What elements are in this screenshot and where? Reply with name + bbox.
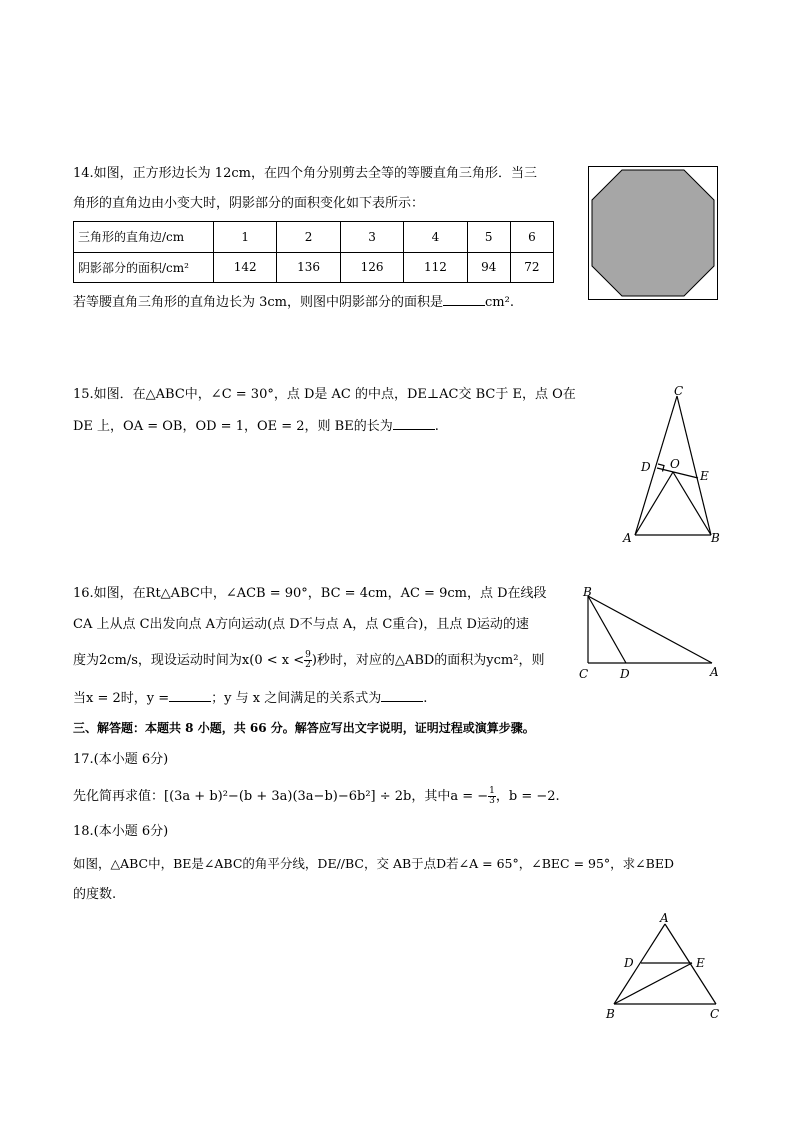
label-e: E xyxy=(696,956,705,970)
side-ab xyxy=(614,924,665,1004)
label-a: A xyxy=(660,911,669,925)
table-cell: 136 xyxy=(277,252,340,283)
q16-line1: 16.如图，在Rt△ABC中，∠ACB = 90°，BC = 4cm，AC = 9cm，点 D在线段 xyxy=(73,586,547,601)
q14-line3-unit: cm². xyxy=(485,295,514,310)
q15-period: . xyxy=(434,419,439,434)
q15-line2-text: DE 上，OA = OB，OD = 1，OE = 2，则 BE的长为 xyxy=(73,419,393,434)
section-heading: 三、解答题：本题共 8 小题，共 66 分。解答应写出文字说明，证明过程或演算步骤。 xyxy=(73,721,535,735)
q17-text-rest: ，b = −2. xyxy=(495,789,560,804)
label-d: D xyxy=(620,667,630,681)
q15-line1: 15.如图．在△ABC中，∠C = 30°，点 D是 AC 的中点，DE⊥AC交 BC于 E，点 O在 xyxy=(73,387,576,402)
table-cell: 126 xyxy=(340,252,403,283)
label-b: B xyxy=(606,1007,615,1021)
fraction-numerator: 1 xyxy=(489,786,495,796)
fraction-numerator: 9 xyxy=(305,650,311,660)
label-d: D xyxy=(624,956,634,970)
table-cell: 4 xyxy=(404,222,467,253)
label-c: C xyxy=(579,667,589,681)
q16-line3 xyxy=(73,651,544,670)
q17-expression xyxy=(73,787,560,806)
q16-line3-rest: )秒时，对应的△ABD的面积为ycm²，则 xyxy=(311,653,545,668)
label-b: B xyxy=(583,585,592,599)
q16-line2: CA 上从点 C出发向点 A方向运动(点 D不与点 A，点 C重合)，且点 D运动的速 xyxy=(73,617,529,632)
q16-line4-rest: ；y 与 x 之间满足的关系式为 xyxy=(211,691,382,706)
q16-period: . xyxy=(423,691,428,706)
q16-line4 xyxy=(73,689,427,707)
table-cell: 2 xyxy=(277,222,340,253)
table-cell: 94 xyxy=(467,252,510,283)
fraction-denominator: 2 xyxy=(305,660,311,670)
table-cell: 5 xyxy=(467,222,510,253)
label-d: D xyxy=(641,460,651,474)
q14-table xyxy=(73,221,554,283)
q15-line2 xyxy=(73,417,439,435)
table-cell: 1 xyxy=(214,222,277,253)
q17-text: 先化简再求值：[(3a + b)²−(b + 3a)(3a−b)−6b²] ÷ 2b，其中a = − xyxy=(73,789,489,804)
q14-line1: 14.如图，正方形边长为 12cm，在四个角分别剪去全等的等腰直角三角形．当三 xyxy=(73,166,537,181)
q18-title: 18.(本小题 6分) xyxy=(73,824,169,839)
q16-line3-text: 度为2cm/s，现设运动时间为x(0 < x < xyxy=(73,653,305,668)
q18-triangle-figure xyxy=(600,910,730,1022)
q18-line1: 如图，△ABC中，BE是∠ABC的角平分线，DE//BC，交 AB于点D若∠A = 65°，∠BEC = 95°，求∠BED xyxy=(73,856,674,871)
table-row xyxy=(74,252,554,283)
table-cell: 72 xyxy=(510,252,553,283)
answer-blank xyxy=(393,417,435,430)
fraction xyxy=(488,787,496,806)
label-a: A xyxy=(623,531,632,545)
table-row xyxy=(74,222,554,253)
label-b: B xyxy=(711,531,720,545)
q17-title: 17.(本小题 6分) xyxy=(73,752,169,767)
q14-line3 xyxy=(73,293,514,311)
table-header-cell: 阴影部分的面积/cm² xyxy=(74,252,214,283)
q16-line4-text: 当x = 2时，y = xyxy=(73,691,170,706)
label-c: C xyxy=(710,1007,720,1021)
answer-blank xyxy=(443,293,485,306)
label-o: O xyxy=(670,457,680,471)
label-a: A xyxy=(710,665,719,679)
side-cb xyxy=(677,396,711,535)
table-cell: 142 xyxy=(214,252,277,283)
label-e: E xyxy=(700,469,709,483)
q18-line2: 的度数. xyxy=(73,887,117,902)
table-cell: 3 xyxy=(340,222,403,253)
q15-triangle-figure xyxy=(620,382,730,547)
q16-right-triangle-figure xyxy=(575,584,725,684)
shaded-octagon xyxy=(592,170,714,296)
segment-oa xyxy=(635,472,673,535)
table-header-cell: 三角形的直角边/cm xyxy=(74,222,214,253)
answer-blank xyxy=(381,689,423,702)
table-cell: 6 xyxy=(510,222,553,253)
q14-line2: 角形的直角边由小变大时，阴影部分的面积变化如下表所示： xyxy=(73,196,425,211)
right-angle-mark xyxy=(658,464,664,472)
fraction xyxy=(304,651,312,670)
q14-octagon-figure xyxy=(588,166,718,300)
label-c: C xyxy=(674,384,684,398)
answer-blank xyxy=(169,689,211,702)
table-cell: 112 xyxy=(404,252,467,283)
fraction-denominator: 3 xyxy=(489,796,495,806)
q14-line3-text: 若等腰直角三角形的直角边长为 3cm，则图中阴影部分的面积是 xyxy=(73,295,444,310)
